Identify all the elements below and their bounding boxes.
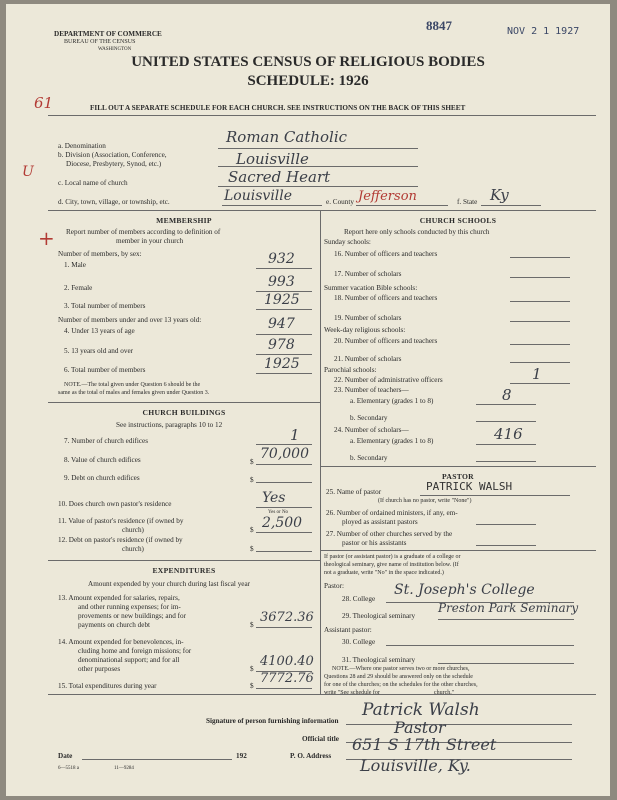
q27-label-1: 27. Number of other churches served by the	[326, 530, 453, 538]
form-title: UNITED STATES CENSUS OF RELIGIOUS BODIES	[131, 54, 485, 70]
q8-label: 8. Value of church edifices	[64, 456, 141, 464]
q14-label-3: denominational support; and for all	[78, 656, 180, 664]
schedule-number: 8847	[426, 18, 452, 33]
division-value: Louisville	[236, 150, 309, 168]
q12-label-1: 12. Debt on pastor's residence (if owned by	[58, 536, 183, 544]
members-by-age-label: Number of members under and over 13 years old:	[58, 316, 202, 324]
q22-label: 22. Number of administrative officers	[334, 376, 443, 384]
q13-label-2: and other running expenses; for im-	[78, 603, 181, 611]
official-title-label: Official title	[302, 735, 339, 743]
pastor-note-2: Questions 28 and 29 should be answered only on the schedule	[324, 674, 473, 680]
denomination-label: a. Denomination	[58, 142, 106, 150]
q11-residence-value: 2,500	[262, 515, 303, 531]
q24a-label: a. Elementary (grades 1 to 8)	[350, 437, 434, 445]
q25-label: 25. Name of pastor	[326, 488, 382, 496]
pastor-note-1: NOTE.—Where one pastor serves two or more churches,	[332, 666, 470, 672]
schools-title: CHURCH SCHOOLS	[419, 216, 497, 225]
q24-label: 24. Number of scholars—	[334, 426, 409, 434]
q7-label: 7. Number of church edifices	[64, 437, 149, 445]
signature-label: Signature of person furnishing information	[206, 717, 339, 725]
membership-intro-1: Report number of members according to definition of	[66, 228, 221, 236]
summer-schools-label: Summer vacation Bible schools:	[324, 284, 418, 292]
form-instruction: FILL OUT A SEPARATE SCHEDULE FOR EACH CHURCH. SEE INSTRUCTIONS ON THE BACK OF THIS SHEET	[90, 104, 466, 112]
q29-label: 29. Theological seminary	[342, 612, 416, 620]
membership-title: MEMBERSHIP	[156, 216, 212, 225]
local-name-label: c. Local name of church	[58, 179, 128, 187]
expenditures-intro: Amount expended by your church during last fiscal year	[88, 580, 251, 588]
q28-college-value: St. Joseph's College	[394, 582, 535, 598]
q7-edifices-value: 1	[290, 426, 300, 444]
county-label: e. County	[326, 198, 354, 206]
q14-label-2: cluding home and foreign missions; for	[78, 647, 192, 655]
po-address-label: P. O. Address	[290, 752, 332, 760]
state-value: Ky	[490, 186, 509, 204]
q5-label: 5. 13 years old and over	[64, 347, 134, 355]
schools-intro: Report here only schools conducted by this church	[344, 228, 490, 236]
margin-note-plus: +	[38, 226, 55, 250]
pastor-note-3: for one of the churches; on the schedules for the other churches,	[324, 682, 478, 688]
q14-label-4: other purposes	[78, 665, 121, 673]
q18-label: 18. Number of officers and teachers	[334, 294, 438, 302]
q26-label-2: ployed as assistant pastors	[342, 518, 418, 526]
graduate-note-2: theological seminary, give name of institution below. (If	[324, 562, 459, 568]
po-address-line-1: 651 S 17th Street	[352, 735, 497, 754]
division-label-2: Diocese, Presbytery, Synod, etc.)	[66, 160, 162, 168]
department-label: DEPARTMENT OF COMMERCE	[54, 30, 162, 38]
expenditures-title: EXPENDITURES	[152, 566, 216, 575]
buildings-intro: See instructions, paragraphs 10 to 12	[116, 421, 223, 429]
q28-label: 28. College	[342, 595, 376, 603]
q19-label: 19. Number of scholars	[334, 314, 402, 322]
q29-seminary-value: Preston Park Seminary	[438, 601, 579, 615]
q4-under13-value: 947	[268, 316, 295, 332]
q25-pastor-name-value: PATRICK WALSH	[426, 480, 513, 493]
q12-label-2: church)	[122, 545, 144, 553]
pastor-title: PASTOR	[442, 472, 474, 481]
q15-label: 15. Total expenditures during year	[58, 682, 157, 690]
q23a-label: a. Elementary (grades 1 to 8)	[350, 397, 434, 405]
signature-value: Patrick Walsh	[362, 700, 480, 720]
form-subtitle: SCHEDULE: 1926	[247, 73, 369, 89]
q13-label-1: 13. Amount expended for salaries, repairs,	[58, 594, 180, 602]
q27-label-2: pastor or his assistants	[342, 539, 407, 547]
division-label-1: b. Division (Association, Conference,	[58, 151, 167, 159]
city-town-value: Louisville	[224, 188, 293, 204]
city-town-label: d. City, town, village, or township, etc.	[58, 198, 170, 206]
official-title-value: Pastor	[394, 718, 446, 737]
q23a-teachers-value: 8	[502, 386, 512, 404]
q4-label: 4. Under 13 years of age	[64, 327, 135, 335]
q9-label: 9. Debt on church edifices	[64, 474, 140, 482]
state-label: f. State	[457, 198, 478, 206]
year-label: 192	[236, 752, 247, 760]
parochial-schools-label: Parochial schools:	[324, 366, 377, 374]
q24b-label: b. Secondary	[350, 454, 388, 462]
q3-total-value: 1925	[264, 292, 300, 308]
q25-note: (If church has no pastor, write "None")	[378, 498, 472, 504]
date-label: Date	[58, 752, 73, 760]
graduate-note-3: not a graduate, write "No" in the space indicated.)	[324, 570, 444, 576]
form-number: 6—5518 a	[58, 766, 79, 771]
membership-intro-2: member in your church	[116, 237, 184, 245]
buildings-title: CHURCH BUILDINGS	[142, 408, 226, 417]
q23b-label: b. Secondary	[350, 414, 388, 422]
denomination-value: Roman Catholic	[226, 128, 348, 146]
margin-note-61: 61	[34, 94, 54, 112]
q8-value-of-edifices: 70,000	[260, 446, 309, 462]
q31-label: 31. Theological seminary	[342, 656, 416, 664]
graduate-note-1: If pastor (or assistant pastor) is a graduate of a college or	[324, 554, 461, 560]
margin-note-u: U	[22, 164, 34, 180]
city-label: WASHINGTON	[98, 47, 132, 52]
assistant-pastor-subheading: Assistant pastor:	[324, 626, 372, 634]
q5-over13-value: 978	[268, 337, 295, 353]
sunday-schools-label: Sunday schools:	[324, 238, 371, 246]
q3-label: 3. Total number of members	[64, 302, 146, 310]
q20-label: 20. Number of officers and teachers	[334, 337, 438, 345]
q26-label-1: 26. Number of ordained ministers, if any, em-	[326, 509, 458, 517]
q2-label: 2. Female	[64, 284, 93, 292]
membership-note-1: NOTE.—The total given under Question 6 should be the	[64, 382, 201, 388]
q23-label: 23. Number of teachers—	[334, 386, 409, 394]
q10-residence-value: Yes	[262, 490, 286, 506]
print-number: 11—9284	[114, 766, 134, 771]
q1-label: 1. Male	[64, 261, 86, 269]
local-name-value: Sacred Heart	[228, 168, 331, 186]
q11-label-1: 11. Value of pastor's residence (if owned by	[58, 517, 184, 525]
q22-officers-value: 1	[532, 365, 542, 383]
weekday-schools-label: Week-day religious schools:	[324, 326, 406, 334]
q15-total-value: 7772.76	[260, 671, 314, 686]
yes-no-hint: Yes or No	[268, 510, 289, 515]
po-address-line-2: Louisville, Ky.	[360, 756, 471, 775]
q6-total-value: 1925	[264, 356, 300, 372]
q21-label: 21. Number of scholars	[334, 355, 402, 363]
q13-amount-value: 3672.36	[260, 610, 314, 625]
county-value: Jefferson	[358, 189, 417, 204]
q13-label-4: payments on church debt	[78, 621, 151, 629]
q30-label: 30. College	[342, 638, 376, 646]
q17-label: 17. Number of scholars	[334, 270, 402, 278]
q10-label: 10. Does church own pastor's residence	[58, 500, 172, 508]
q13-label-3: provements or new buildings; and for	[78, 612, 186, 620]
members-by-sex-label: Number of members, by sex:	[58, 250, 142, 258]
received-date-stamp: NOV 2 1 1927	[507, 26, 580, 37]
pastor-note-4: write "See schedule for church."	[324, 690, 455, 696]
q24a-scholars-value: 416	[494, 425, 523, 443]
census-schedule-sheet: DEPARTMENT OF COMMERCE BUREAU OF THE CENSUS WASHINGTON 8847 NOV 2 1 1927 UNITED STATES CENSUS OF RELIGIOUS BODIES SCHEDULE: 1926 FILL OUT A SEPARATE SCHEDULE FOR EACH CHURCH. SEE INSTRUCTIONS ON THE BACK OF THIS SHEET 61 U + a. Denomination Roman Catholic b. Division (Association, Conference, Diocese, Presbytery, Synod, etc.) Louisville c. Local name of church Sacred Heart d. City, town, village, or township, etc. Louisville e. County Jefferson f. State Ky MEMBERSHIP Report number of members according to definition of member in your church Number of members, by sex: 1. Male 932 2. Female 993 3. Total number of members 1925 Number of members under and over 13 years old: 4. Under 13 years of age 947 5. 13 years old and over 978 6. Total number of members 1925 NOTE.—The total given under Question 6 should be the same as the total of males and females given under Question 3. CHURCH BUILDINGS See instructions, paragraphs 10 to 12 7. Number of church edifices 1 8. Value of church edifices $ 70,000 9. Debt on church edifices $ 10. Does church own pastor's residence Yes Yes or No 11. Value of pastor's residence (if owned by church) $ 2,500 12. Debt on pastor's residence (if owned by church) $ EXPENDITURES Amount expended by your church during last fiscal year 13. Amount expended for salaries, repairs, and other running expenses; for im- provements or new buildings; and for payments on church debt $ 3672.36 14. Amount expended for benevolences, in- cluding home and foreign missions; for denominational support; and for all other purposes $ 4100.40 15. Total expenditures during year $ 7772.76 CHURCH SCHOOLS Report here only schools conducted by this church Sunday schools: 16. Number of officers and teachers 17. Number of scholars Summer vacation Bible schools: 18. Number of officers and teachers 19. Number of scholars Week-day religious schools: 20. Number of officers and teachers 21. Number of scholars Parochial schools: 22. Number of administrative officers 1 23. Number of teachers— a. Elementary (grades 1 to 8) 8 b. Secondary 24. Number of scholars— a. Elementary (grades 1 to 8) 416 b. Secondary PASTOR 25. Name of pastor PATRICK WALSH (If church has no pastor, write "None") 26. Number of ordained ministers, if any, em- ployed as assistant pastors 27. Number of other churches served by the pastor or his assistants If pastor (or assistant pastor) is a graduate of a college or theological seminary, give name of institution below. (If not a graduate, write "No" in the space indicated.) Pastor: 28. College St. Joseph's College 29. Theological seminary Preston Park Seminary Assistant pastor: 30. College 31. Theological seminary NOTE.—Where one pastor serves two or more churches, Questions 28 and 29 should be answered only on the schedule for one of the churches; on the schedules for the other churches, write "See schedule for church." Signature of person furnishing information Patrick Walsh Official title Pastor Date 192 P. O. Address 651 S 17th Street Louisville, Ky. 6—5518 a 11—9284	[6, 4, 610, 796]
q1-male-value: 932	[268, 251, 295, 267]
q2-female-value: 993	[268, 274, 295, 290]
bureau-label: BUREAU OF THE CENSUS	[64, 39, 136, 45]
q16-label: 16. Number of officers and teachers	[334, 250, 438, 258]
q11-label-2: church)	[122, 526, 144, 534]
pastor-subheading: Pastor:	[324, 582, 344, 590]
q14-amount-value: 4100.40	[260, 654, 314, 669]
membership-note-2: same as the total of males and females given under Question 3.	[58, 390, 210, 396]
q6-label: 6. Total number of members	[64, 366, 146, 374]
q14-label-1: 14. Amount expended for benevolences, in-	[58, 638, 184, 646]
